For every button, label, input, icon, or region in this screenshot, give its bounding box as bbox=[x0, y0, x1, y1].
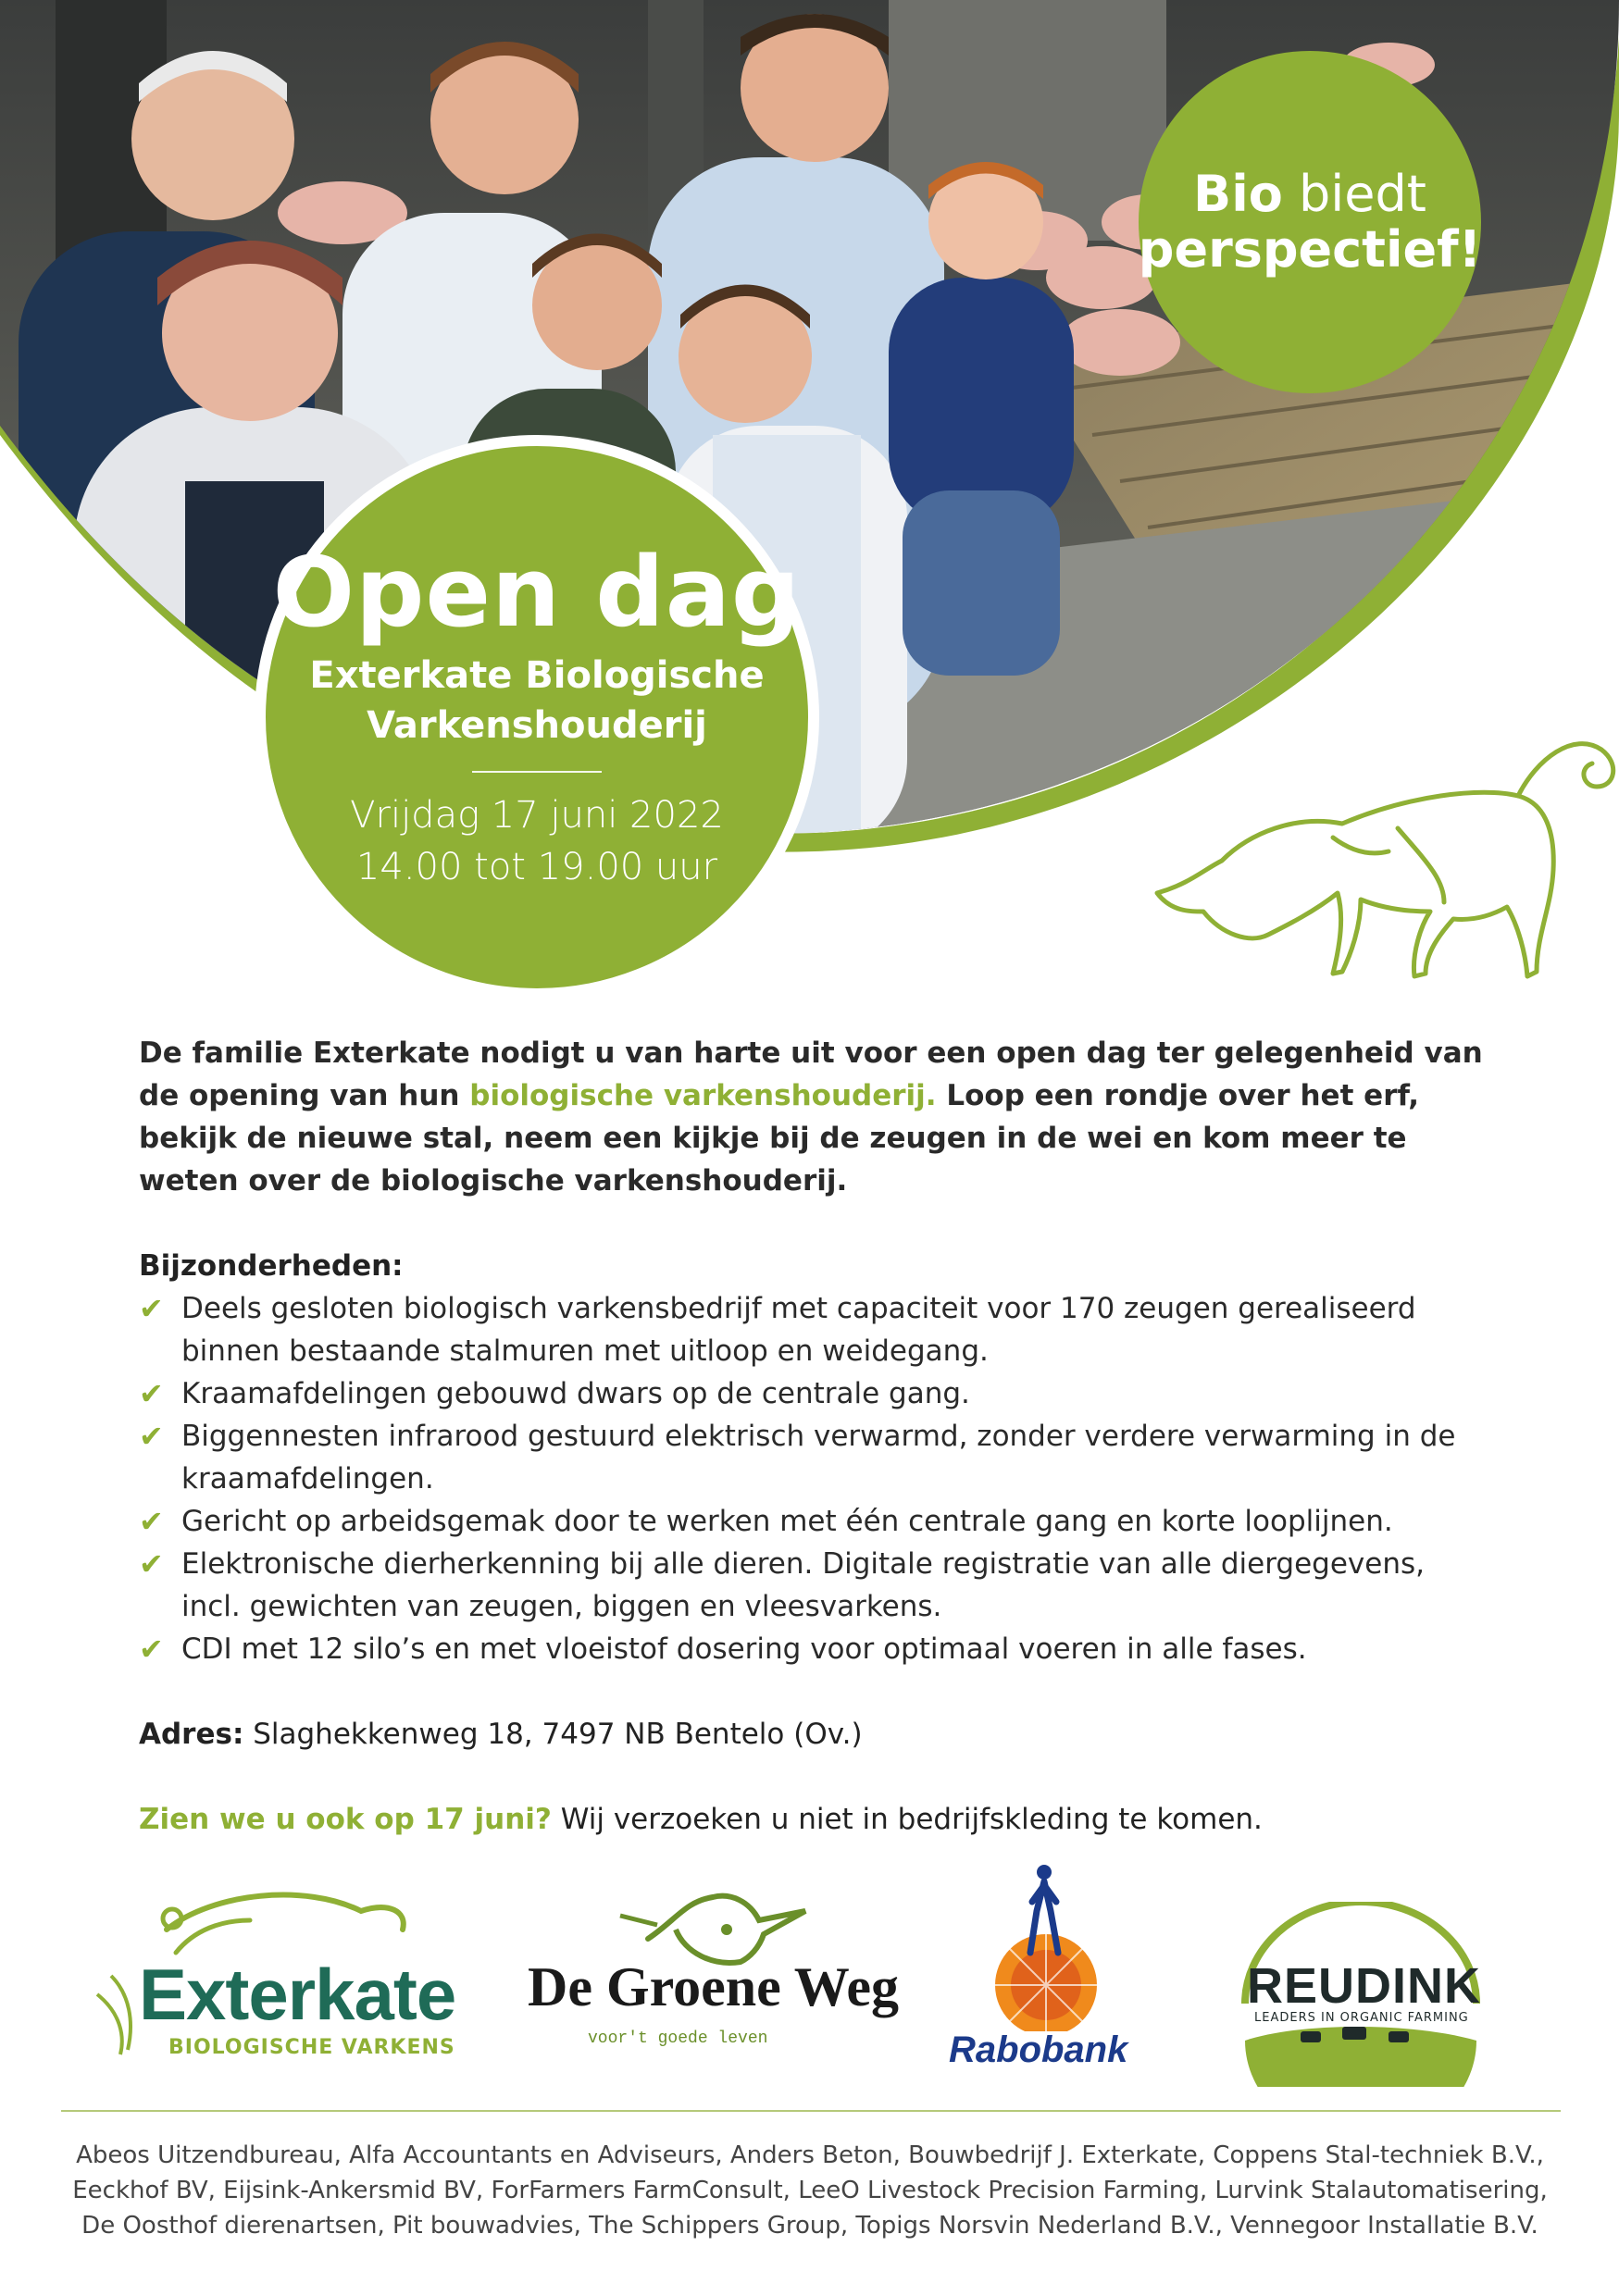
address bbox=[139, 1713, 1490, 1756]
intro-part2: Loop een rondje over het erf, bekijk de nieuwe stal, neem een kijkje bij de zeugen in de wei en kom meer te weten over de biologische varkenshouderij. bbox=[139, 1079, 1420, 1198]
rabobank-name: Rabobank bbox=[949, 2029, 1128, 2070]
list-item-text: Elektronische dierherkenning bij alle dieren. Digitale registratie van alle diergegevens, incl. gewichten van zeugen, biggen en vleesvarkens. bbox=[181, 1547, 1425, 1623]
list-item-text: Gericht op arbeidsgemak door te werken met één centrale gang en korte looplijnen. bbox=[181, 1505, 1393, 1538]
bio-badge-line2: perspectief! bbox=[1138, 220, 1482, 279]
groene-weg-logo bbox=[528, 1865, 900, 2087]
rabobank-figure-icon bbox=[949, 1865, 1152, 2031]
sponsors-line-2: Eeckhof BV, Eijsink-Ankersmid BV, ForFarmers FarmConsult, LeeO Livestock Precision Farming, Lurvink Stalautomatisering, bbox=[72, 2177, 1548, 2204]
address-label: Adres: bbox=[139, 1718, 244, 1751]
exterkate-subtitle: BIOLOGISCHE VARKENS bbox=[168, 2036, 455, 2059]
list-item bbox=[139, 1372, 1490, 1415]
list-item-text: Deels gesloten biologisch varkensbedrijf met capaciteit voor 170 zeugen gerealiseerd binnen bestaande stalmuren met uitloop en weidegang. bbox=[181, 1292, 1416, 1368]
intro-part1: De familie Exterkate nodigt u van harte uit voor een open dag ter gelegenheid van de opening van hun bbox=[139, 1036, 1483, 1112]
groene-weg-name: De Groene Weg bbox=[528, 1956, 900, 2017]
logos-row bbox=[0, 1865, 1619, 2087]
details-title: Bijzonderheden: bbox=[139, 1249, 404, 1283]
sponsors-line-1: Abeos Uitzendbureau, Alfa Accountants en Adviseurs, Anders Beton, Bouwbedrijf J. Exterkate, Coppens Stal-techniek B.V., bbox=[76, 2141, 1544, 2169]
open-dag-subtitle-1: Exterkate Biologische bbox=[309, 654, 765, 697]
reudink-tagline: LEADERS IN ORGANIC FARMING bbox=[1254, 2011, 1469, 2025]
rabobank-logo bbox=[949, 1865, 1152, 2087]
details-list bbox=[139, 1287, 1490, 1670]
content-section bbox=[139, 1032, 1490, 1841]
hero-section bbox=[0, 0, 1619, 999]
checkmark-icon: ✔ bbox=[139, 1291, 164, 1326]
checkmark-icon: ✔ bbox=[139, 1504, 164, 1539]
bio-badge-bold: Bio bbox=[1193, 165, 1283, 223]
reudink-logo bbox=[1227, 1902, 1495, 2087]
groene-weg-tagline: voor't goede leven bbox=[588, 2029, 768, 2048]
list-item-text: Biggennesten infrarood gestuurd elektrisch verwarmd, zonder verdere verwarming in de kraamafdelingen. bbox=[181, 1420, 1456, 1496]
open-dag-time: 14.00 tot 19.00 uur bbox=[355, 846, 718, 888]
pig-outline-icon bbox=[1157, 744, 1613, 976]
reudink-name: REUDINK bbox=[1247, 1958, 1482, 2014]
open-dag-title: Open dag bbox=[272, 536, 802, 649]
open-dag-circle bbox=[255, 435, 819, 999]
list-item-text: CDI met 12 silo’s en met vloeistof dosering voor optimaal voeren in alle fases. bbox=[181, 1632, 1307, 1666]
list-item bbox=[139, 1287, 1490, 1372]
list-item bbox=[139, 1543, 1490, 1628]
bio-badge bbox=[1139, 51, 1481, 393]
intro-paragraph bbox=[139, 1032, 1490, 1202]
cta-question: Zien we u ook op 17 juni? bbox=[139, 1803, 552, 1836]
list-item bbox=[139, 1415, 1490, 1500]
intro-highlight: biologische varkenshouderij. bbox=[469, 1079, 937, 1112]
exterkate-name: Exterkate bbox=[139, 1954, 456, 2035]
list-item-text: Kraamafdelingen gebouwd dwars op de centrale gang. bbox=[181, 1377, 970, 1410]
open-dag-date: Vrijdag 17 juni 2022 bbox=[350, 794, 724, 837]
list-item bbox=[139, 1628, 1490, 1670]
exterkate-logo bbox=[83, 1865, 481, 2087]
checkmark-icon: ✔ bbox=[139, 1632, 164, 1667]
list-item bbox=[139, 1500, 1490, 1543]
open-dag-subtitle-2: Varkenshouderij bbox=[367, 704, 707, 747]
sponsors-list bbox=[37, 2138, 1583, 2243]
cta-note: Wij verzoeken u niet in bedrijfskleding te komen. bbox=[560, 1803, 1263, 1836]
bio-badge-line1 bbox=[1193, 167, 1426, 222]
address-value: Slaghekkenweg 18, 7497 NB Bentelo (Ov.) bbox=[253, 1718, 863, 1751]
sponsors-line-3: De Oosthof dierenartsen, Pit bouwadvies, The Schippers Group, Topigs Norsvin Nederland B.V., Vennegoor Installatie B.V. bbox=[81, 2212, 1538, 2240]
checkmark-icon: ✔ bbox=[139, 1419, 164, 1454]
cta-line bbox=[139, 1798, 1490, 1841]
checkmark-icon: ✔ bbox=[139, 1376, 164, 1411]
open-dag-divider bbox=[472, 771, 602, 773]
footer-divider bbox=[61, 2110, 1561, 2112]
checkmark-icon: ✔ bbox=[139, 1546, 164, 1582]
bio-badge-rest: biedt bbox=[1299, 165, 1426, 223]
